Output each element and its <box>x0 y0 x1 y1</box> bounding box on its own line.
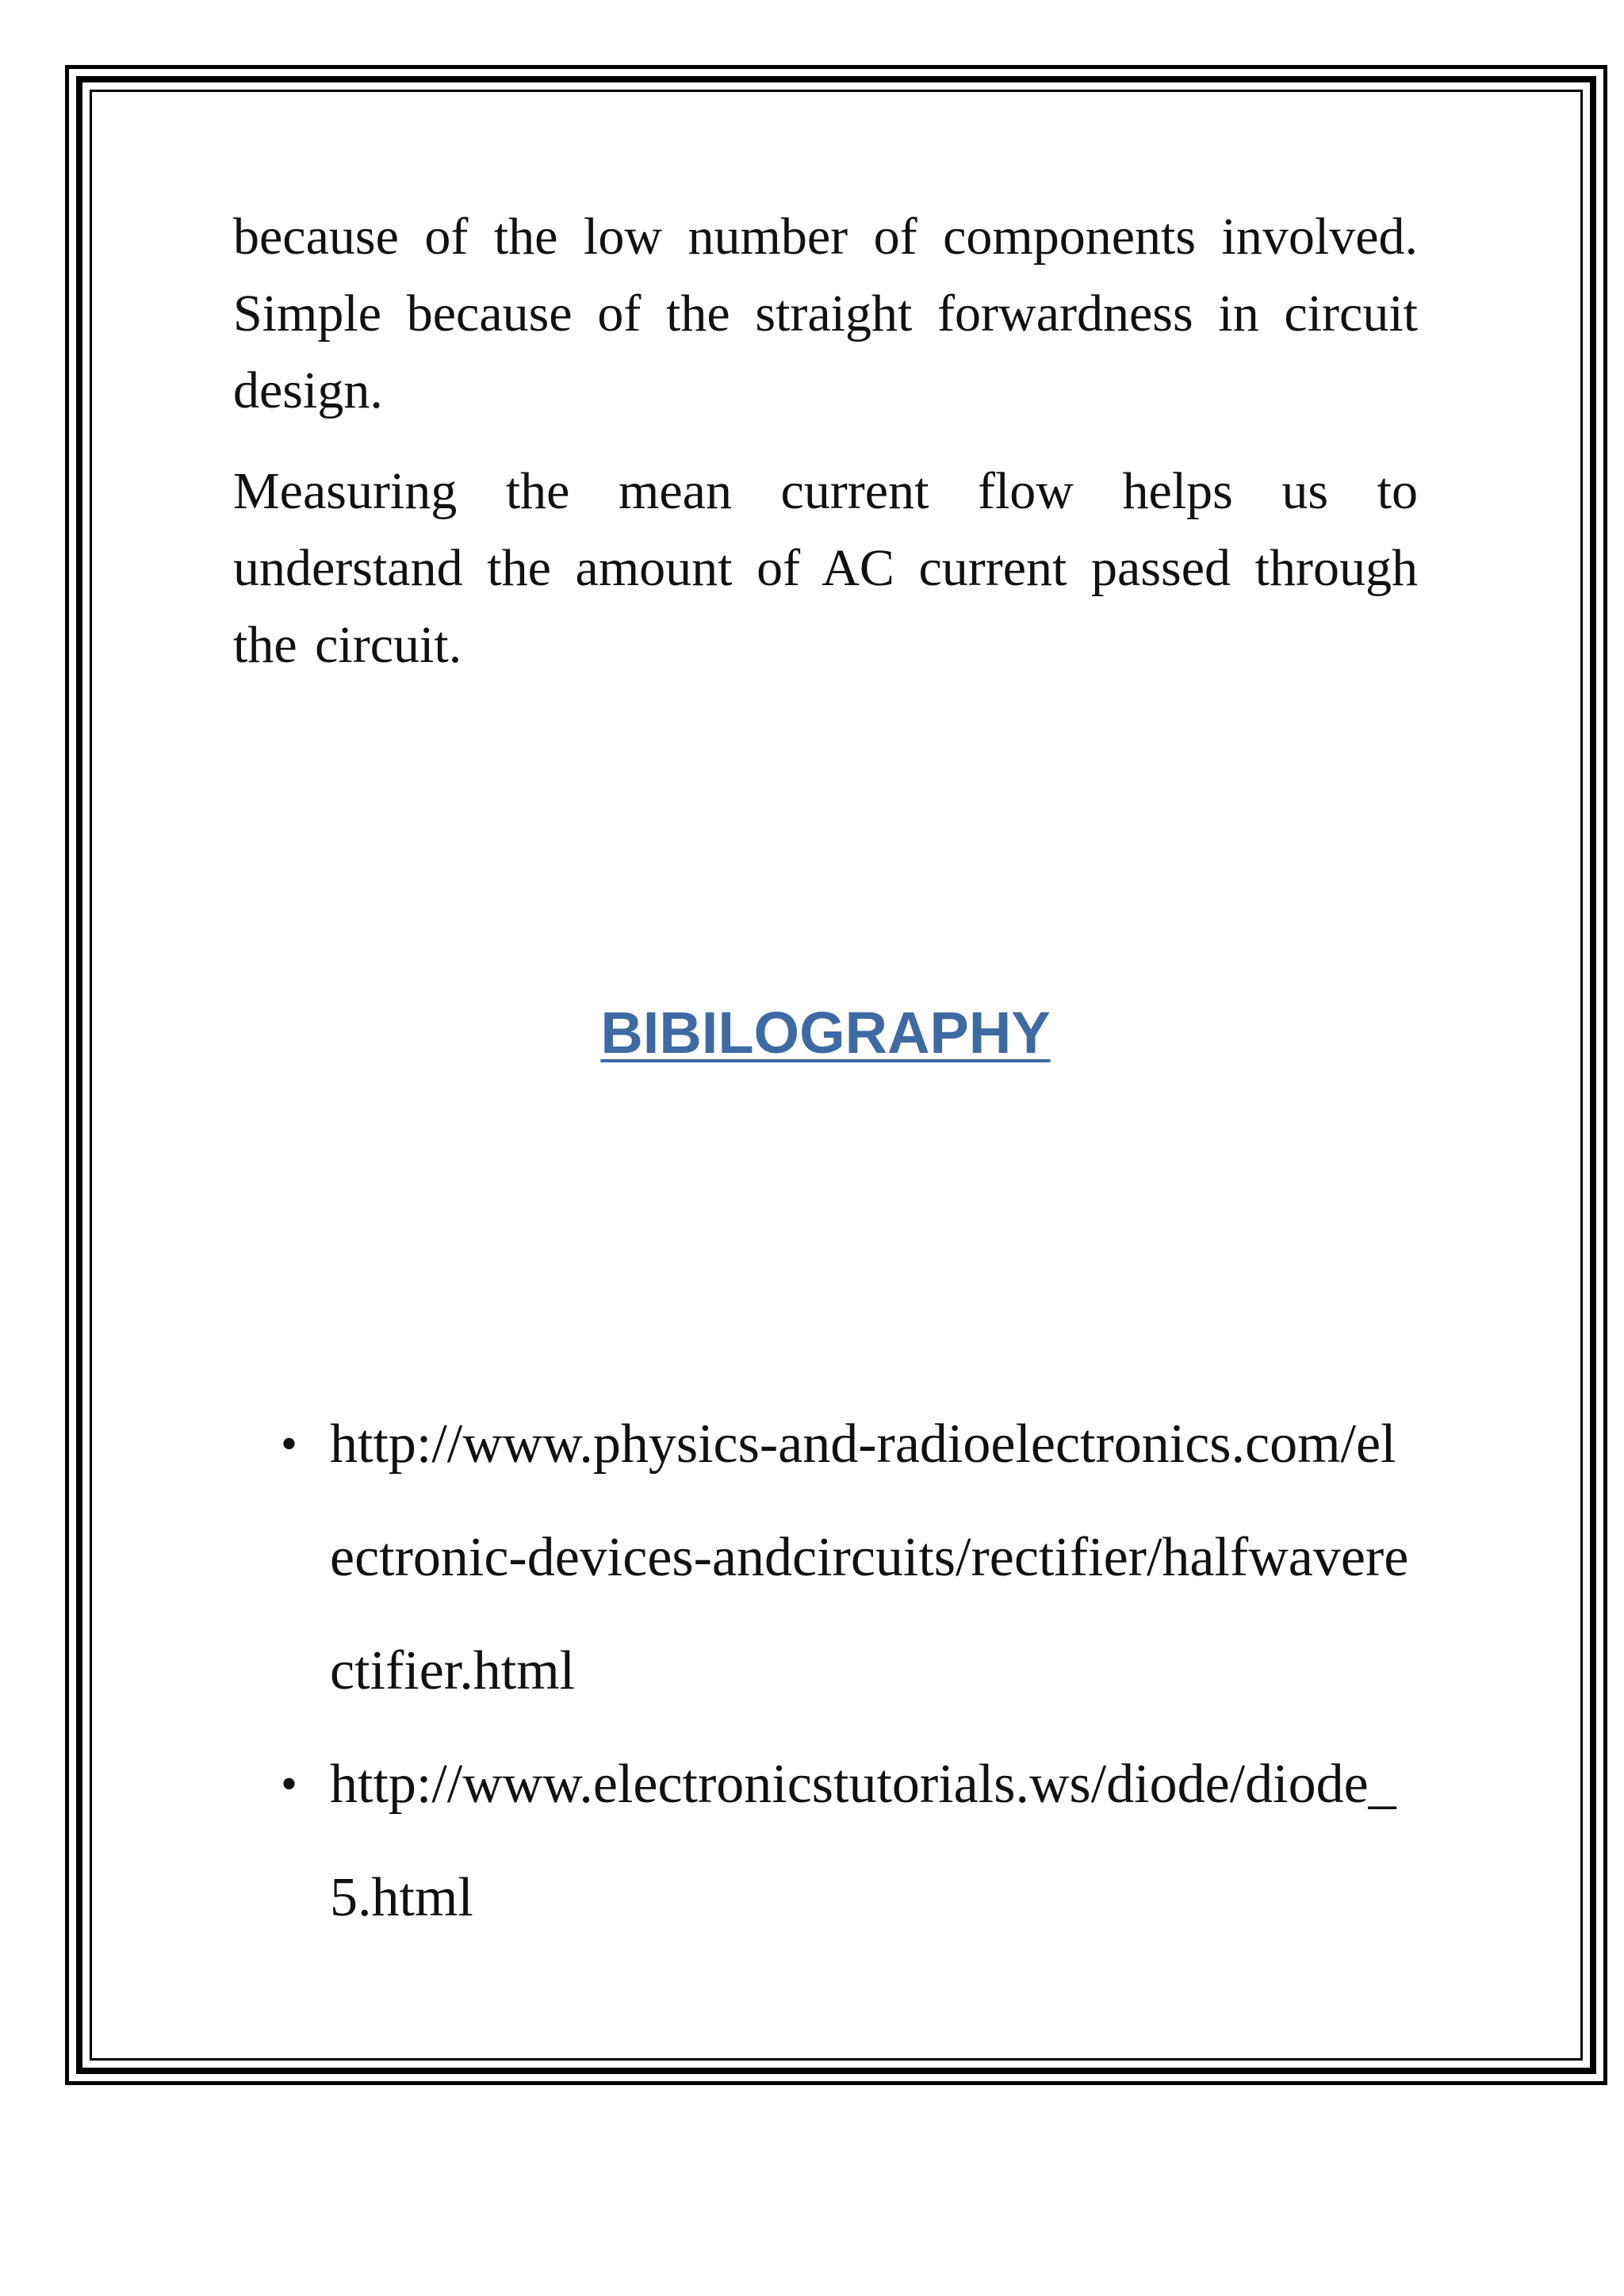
reference-list <box>233 1387 1418 1954</box>
body-paragraph-2: Measuring the mean current flow helps us to understand the amount of AC current passed through the circuit. <box>233 462 1418 674</box>
reference-item <box>233 1728 1418 1954</box>
bibliography-heading: BIBILOGRAPHY <box>600 1000 1051 1066</box>
bullet-icon: • <box>281 1758 298 1810</box>
page-content <box>233 198 1418 1928</box>
reference-item <box>233 1387 1418 1728</box>
reference-link[interactable]: http://www.physics-and-radioelectronics.com/electronic-devices-andcircuits/rectifier/halfwaverectifier.html <box>330 1414 1409 1701</box>
body-paragraph-1: because of the low number of components involved. Simple because of the straight forwardness in circuit design. <box>233 208 1418 419</box>
bullet-icon: • <box>281 1418 298 1470</box>
reference-link[interactable]: http://www.electronicstutorials.ws/diode/diode_5.html <box>330 1754 1396 1928</box>
